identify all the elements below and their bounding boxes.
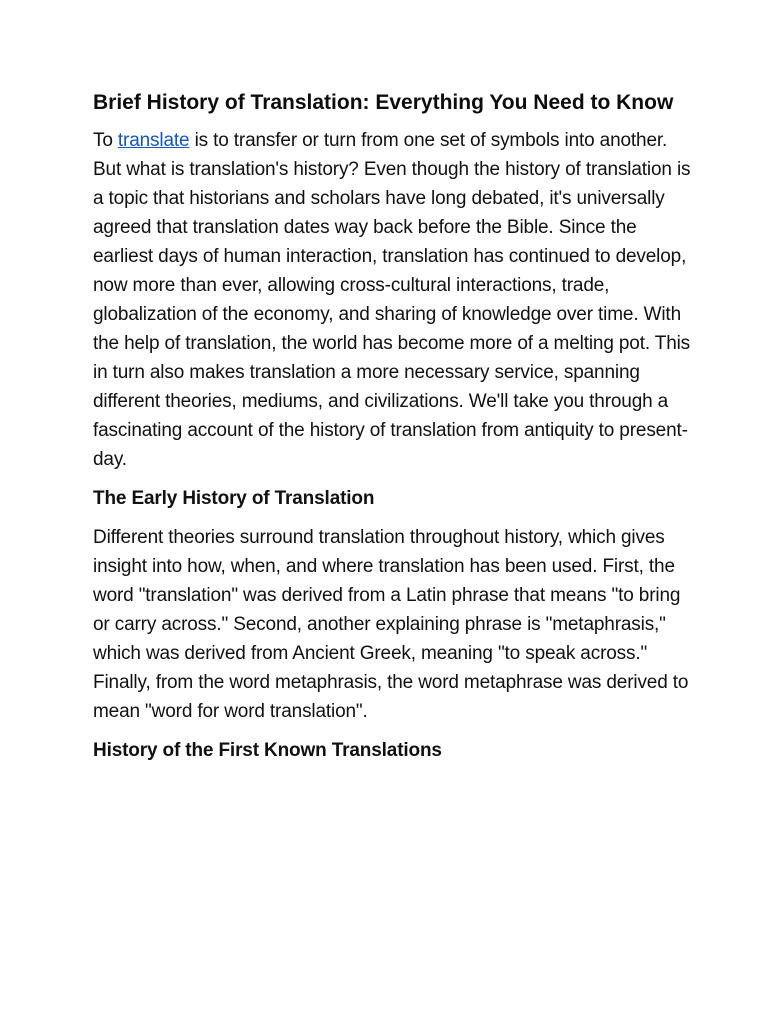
section-heading-first-translations: History of the First Known Translations: [93, 740, 442, 761]
document-page: [93, 88, 693, 775]
early-history-paragraph: Different theories surround translation throughout history, which gives insight into how, when, and where translation has been used. First, the word "translation" was derived from a Latin phrase that means "to bring or carry across." Second, another explaining phrase is "metaphrasis," which was derived from Ancient Greek, meaning "to speak across." Finally, from the word metaphrasis, the word metaphrase was derived to mean "word for word translation".: [93, 527, 689, 722]
intro-paragraph: [93, 126, 693, 474]
translate-link[interactable]: translate: [117, 130, 190, 151]
section-heading-early-history: The Early History of Translation: [93, 488, 375, 509]
article-title: Brief History of Translation: Everything You Need to Know: [93, 91, 674, 114]
intro-text: is to transfer or turn from one set of symbols into another. But what is translation's history? Even though the history of translation is a topic that historians and scholars have long debated, it's universally agreed that translation dates way back before the Bible. Since the earliest days of human interaction, translation has continued to develop, now more than ever, allowing cross-cultural interactions, trade, globalization of the economy, and sharing of knowledge over time. With the help of translation, the world has become more of a melting pot. This in turn also makes translation a more necessary service, spanning different theories, mediums, and civilizations. We'll take you through a fascinating account of the history of translation from antiquity to present-day.: [93, 130, 691, 470]
intro-prefix: To: [93, 130, 118, 151]
